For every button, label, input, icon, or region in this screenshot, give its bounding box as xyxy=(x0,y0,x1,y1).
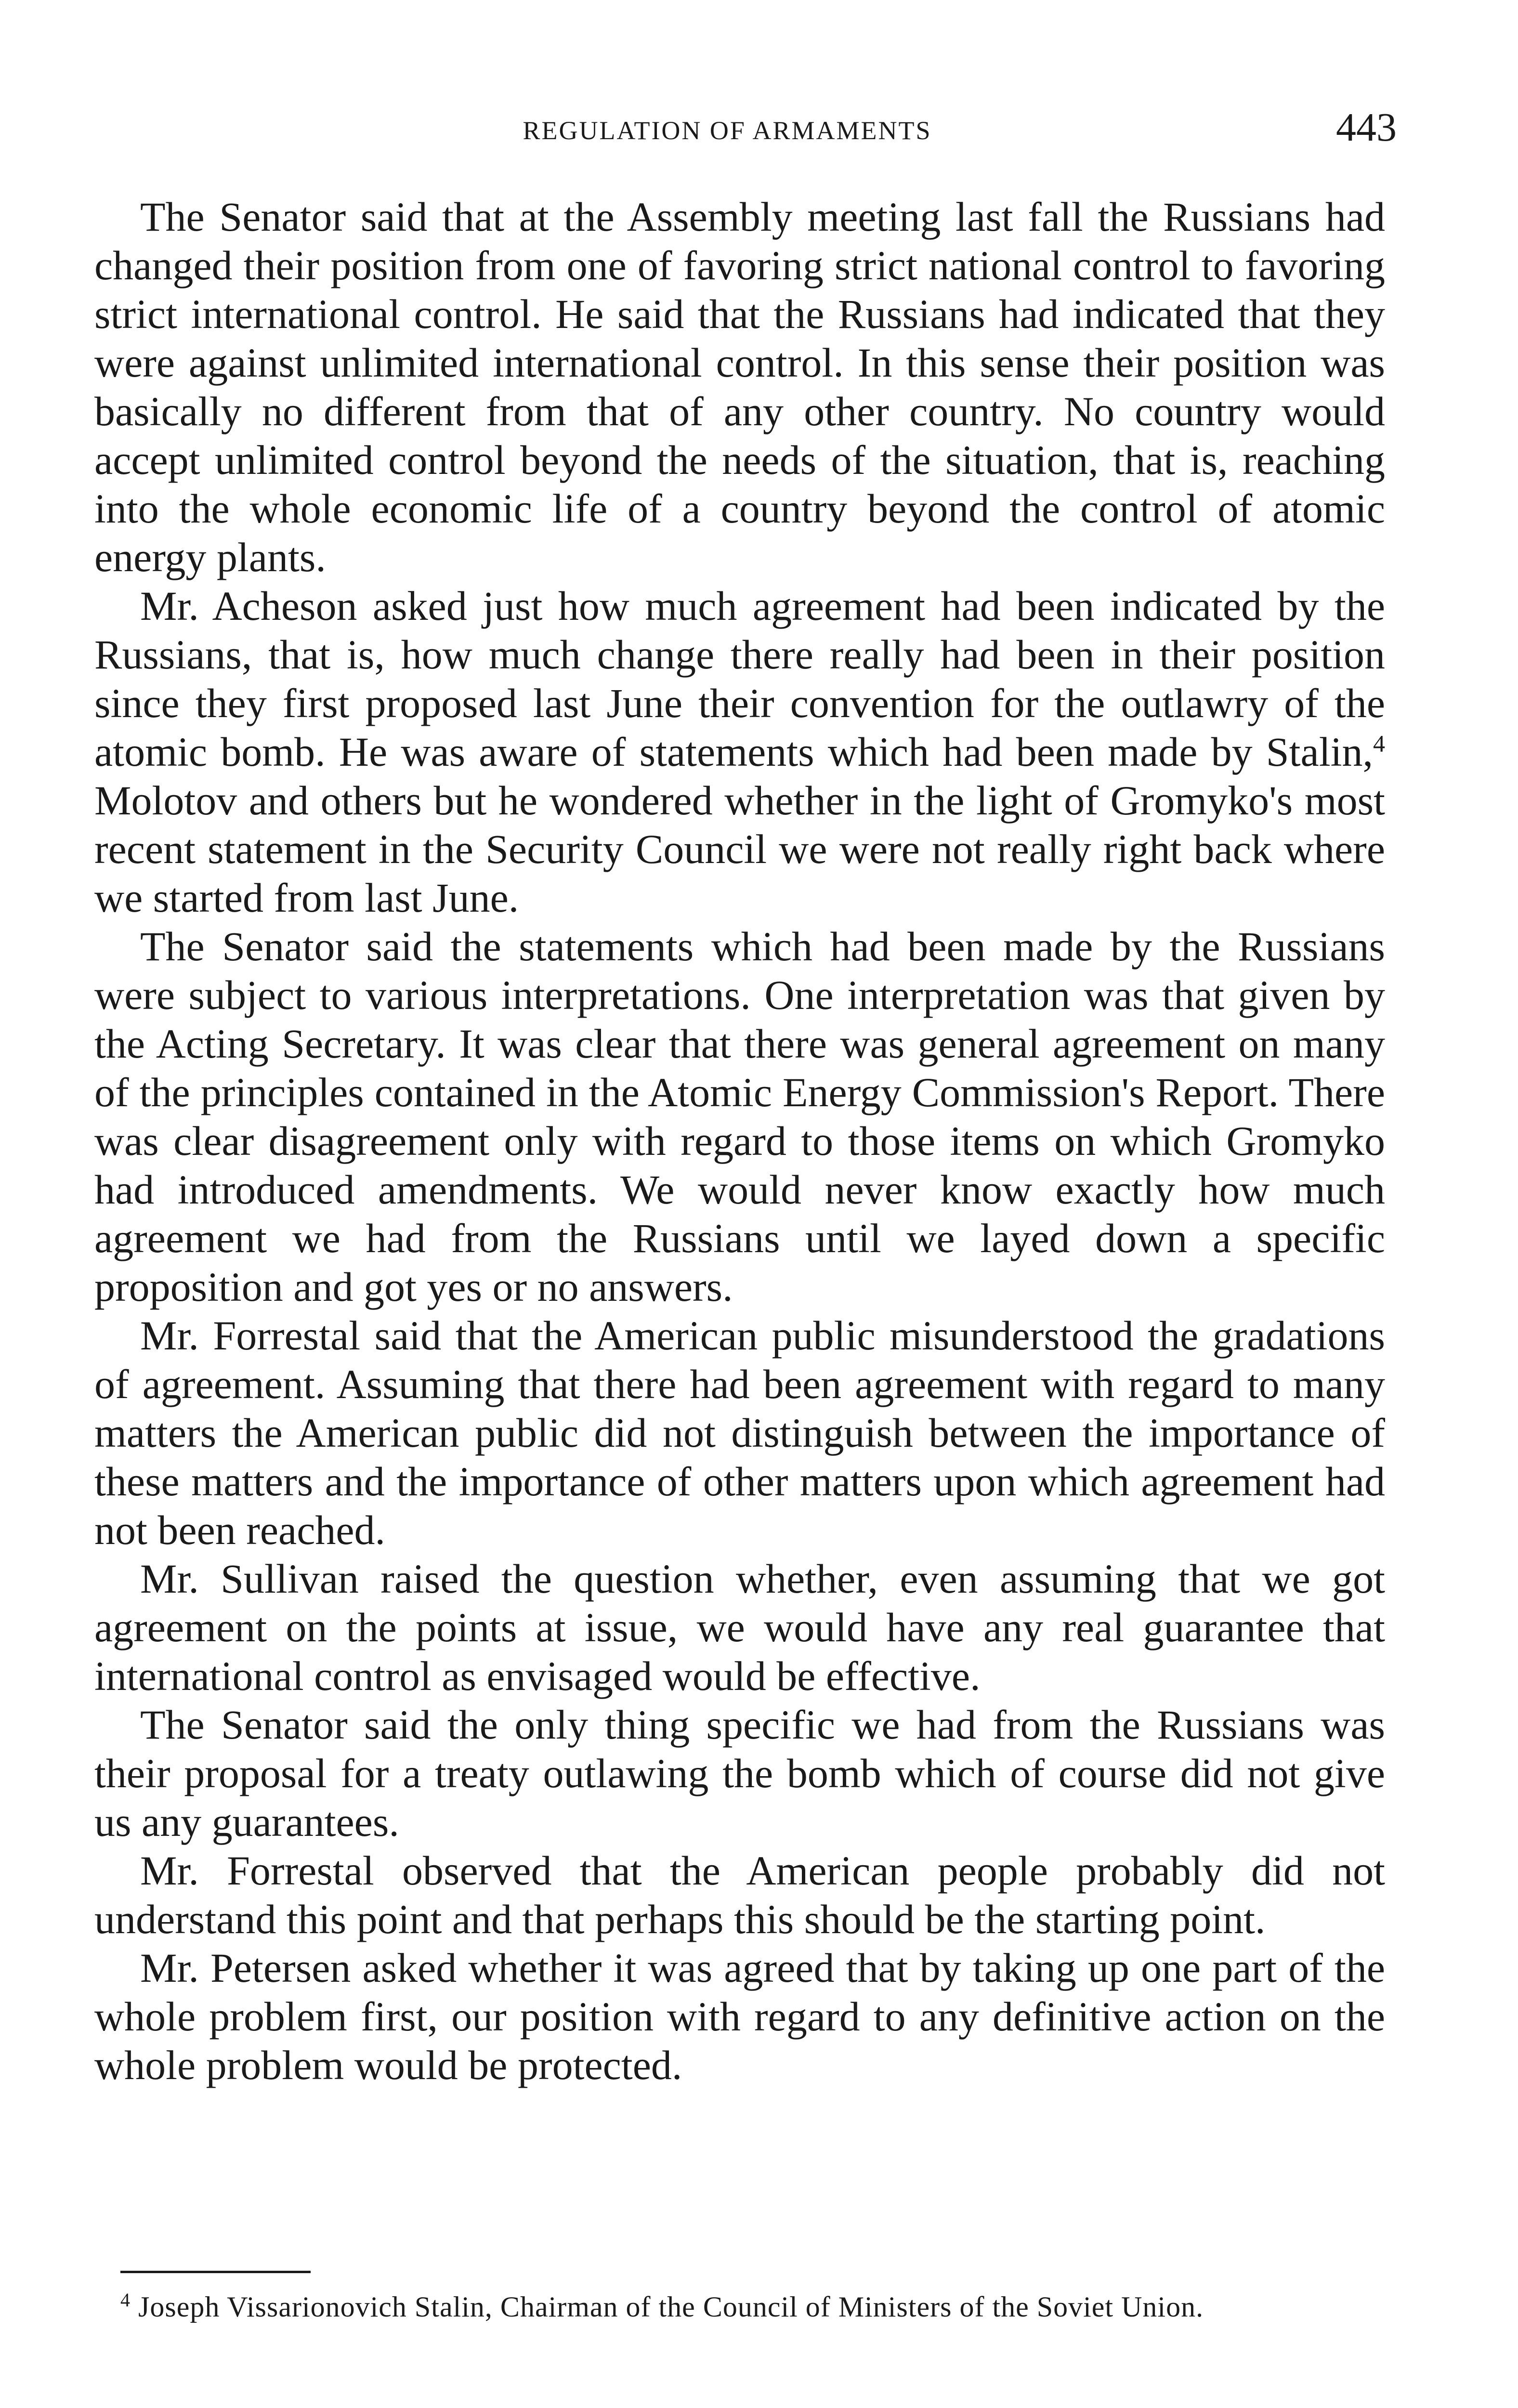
paragraph-forrestal-starting-point: Mr. Forrestal observed that the American people probably did not understand this point and that perhaps this should be the starting point. xyxy=(94,1847,1385,1942)
page-number: 443 xyxy=(1336,105,1397,150)
paragraph-acheson xyxy=(94,582,1385,922)
footnote-text: Joseph Vissarionovich Stalin, Chairman of the Council of Ministers of the Soviet Union. xyxy=(138,2291,1204,2323)
body-text xyxy=(94,193,1385,2090)
paragraph-acheson-text-b: Molotov and others but he wondered whether in the light of Gromyko's most recent statement in the Security Council we were not really right back where we started from last June. xyxy=(94,777,1385,921)
paragraph-senator-treaty: The Senator said the only thing specific we had from the Russians was their proposal for a treaty outlawing the bomb which of course did not give us any guarantees. xyxy=(94,1701,1385,1845)
paragraph-acheson-text-a: Mr. Acheson asked just how much agreement had been indicated by the Russians, that is, how much change there really had been in their position since they first proposed last June their convention for the outlawry of the atomic bomb. He was aware of statements which had been made by Stalin, xyxy=(94,583,1385,775)
footnote-reference: 4 xyxy=(1373,730,1385,757)
footnote xyxy=(120,2289,1392,2325)
footnote-mark: 4 xyxy=(120,2289,131,2311)
paragraph-petersen: Mr. Petersen asked whether it was agreed that by taking up one part of the whole problem first, our position with regard to any definitive action on the whole problem would be protected. xyxy=(94,1945,1385,2088)
footnote-divider xyxy=(120,2271,311,2273)
running-head: REGULATION OF ARMAMENTS xyxy=(523,116,932,145)
paragraph-forrestal-public: Mr. Forrestal said that the American public misunderstood the gradations of agreement. Assuming that there had been agreement with regard to many matters the American public did not distinguish between the importance of these matters and the importance of other matters upon which agreement had not been reached. xyxy=(94,1312,1385,1553)
paragraph-senator-interpretations: The Senator said the statements which had been made by the Russians were subject to various interpretations. One interpretation was that given by the Acting Secretary. It was clear that there was general agreement on many of the principles contained in the Atomic Energy Commission's Report. There was clear disagreement only with regard to those items on which Gromyko had introduced amendments. We would never know exactly how much agreement we had from the Russians until we layed down a specific proposition and got yes or no answers. xyxy=(94,923,1385,1310)
paragraph-sullivan: Mr. Sullivan raised the question whether, even assuming that we got agreement on the points at issue, we would have any real guarantee that international control as envisaged would be effective. xyxy=(94,1556,1385,1699)
paragraph-senator-assembly: The Senator said that at the Assembly meeting last fall the Russians had changed their position from one of favoring strict national control to favoring strict international control. He said that the Russians had indicated that they were against unlimited international control. In this sense their position was basically no different from that of any other country. No country would accept unlimited control beyond the needs of the situation, that is, reaching into the whole economic life of a country beyond the control of atomic energy plants. xyxy=(94,194,1385,580)
